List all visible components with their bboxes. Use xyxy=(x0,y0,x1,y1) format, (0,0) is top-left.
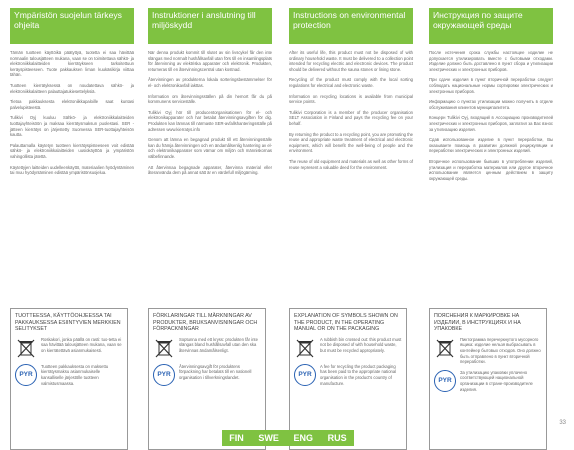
lang-eng[interactable]: ENG xyxy=(293,433,314,443)
page-number: 33 xyxy=(559,420,566,426)
heading-swe: Instruktioner i anslutning till miljöskydd xyxy=(148,8,272,44)
paragraph: Вторичное использование бывших в употреблении изделий, утилизация и переработка материалов или другое вторичное использование является ценным действием в защиту окружающей среды. xyxy=(429,158,553,181)
symbols-box-rus xyxy=(429,308,547,450)
symbol-description: Roskakori, jonka päällä on rasti: tuo-tetta ei saa hävittää talousjätteen mukana, vaan se on kierrätettävä asianmukaisesti. xyxy=(41,336,122,353)
symbol-description: Пиктограмма перечеркнутого мусорного ящика: изделие нельзя выбрасывать в контейнер бытовых отходов. Оно должно быть отправлено в пункт вторичной переработки. xyxy=(460,336,541,365)
paragraph: Information on recycling locations is available from municipal service points. xyxy=(289,93,413,105)
paragraph: Tämän tuotteen käyttöikä päätyttyä, tuotetta ei saa hävittää normaalin talousjätteen mukana, vaan se on toimitettava sähkö- ja elektroniikkalaitteiden kierrätykseen tarkoitettuun keräyspisteeseen. Tuote pakkauksen liman kuukäsikirja viittaa tähän. xyxy=(10,50,134,78)
symbol-description: За утилизацию упаковки уплачено соответствующей национальной организации в стране-производителе изделия. xyxy=(460,369,533,392)
heading-eng: Instructions on environmental protection xyxy=(289,8,413,44)
lang-rus[interactable]: RUS xyxy=(327,433,347,443)
paragraph: Tulikivi Oyj hör till producentorganisationen för el- och elektronikapparater och har betalat återvinningsavgiften för dig. Produkten kan lämnas till närmaste SER-avfallshanteringsställe på adressen www.kierratys.info xyxy=(148,109,272,132)
paragraph: Tuotteen kierrätyksessä on noudatettava sähkö- ja elektroniikkalaitteen palauttajatukiesettelyksiä. xyxy=(10,82,134,94)
column-eng xyxy=(289,8,413,175)
lang-swe[interactable]: SWE xyxy=(258,433,279,443)
symbol-description: A fee for recycling the product packaging has been paid to the appropriate national organisation in the product's country of manufacture. xyxy=(320,363,397,386)
crossed-bin-icon xyxy=(434,337,456,359)
symbols-box-fin xyxy=(10,308,128,450)
symbol-description: Soptunna med ett kryss: produkten får inte slängas bland hushållsavfall utan den ska återvinnas ändamålsenligt. xyxy=(179,336,258,353)
paragraph: Recycling of the product must comply with the local sorting regulations for electrical and electronic waste. xyxy=(289,77,413,88)
symbols-box-title: ПОЯСНЕНИЯ К МАРКИРОВКЕ НА ИЗДЕЛИИ, В ИНСТРУКЦИЯХ И НА УПАКОВКЕ xyxy=(434,313,521,333)
symbol-description: Tuotteen pakkauksesta on maksettu kierrätysmaksu asianmukaiselle kansalliselle järjestölle tuotteen valmistusmaassa. xyxy=(41,363,109,386)
crossed-bin-icon xyxy=(153,337,175,359)
paragraph: Käytettyjen laitteiden uudelleenkäyttö, materiaalien hyödyntäminen tai muu hyödyntäminen edistää ympäristönsuojelua. xyxy=(10,164,134,176)
heading-rus: Инструкция по защите окружающей среды xyxy=(429,8,553,44)
lang-fin[interactable]: FIN xyxy=(229,433,244,443)
column-rus xyxy=(429,8,553,186)
pyr-logo-icon: PYR xyxy=(153,364,175,386)
paragraph: Palauttamalla käytetyn tuotteen kierrätyspisteeseen voit edistää sähkö- ja elektroniikkalaitteiden uusiokäyttöä ja ympäristön vahingollista jätettä. xyxy=(10,142,134,159)
symbol-description: A rubbish bin crossed out: this product must not be disposed of with household waste, but must be recycled appropriately. xyxy=(320,336,402,353)
paragraph: Информацию о пунктах утилизации можно получить в отделе обслуживания клиентов муниципалитета. xyxy=(429,99,553,110)
paragraph: Genom att lämna en begagnad produkt till ett återvinningsställe kan du främja återvinningen och en ändamålsenlig hantering av el- och elektronikapparater som värnar om miljön och människornas välbefinnande. xyxy=(148,137,272,159)
symbols-box-swe xyxy=(148,308,266,450)
paragraph: Tulikivi Oyj kuuluu Sähkö- ja elektroniikkalaitteiden tuottajayhteisöön ja maksaa kierrätysmaksun puolestasi. SER -jätteen kierrätys on järjestetty Suomessa SER-tuottajayhteisön kautta. xyxy=(10,115,134,138)
pyr-logo-icon: PYR xyxy=(294,364,316,386)
column-swe xyxy=(148,8,272,181)
paragraph: При сдаче изделия в пункт вторичной переработки следует соблюдать национальные нормы сортировки электрических и электронных приборов. xyxy=(429,77,553,94)
paragraph: Att återvinnaa begagnade apparater, återvinna material eller återanvända dem på annat sätt är en värdefull miljögärning. xyxy=(148,164,272,176)
paragraph: После истечения срока службы настоящее изделие не допускается утилизировать вместе с бытовыми отходами. Изделие должно быть доставлено в пункт сбора и утилизации электрических и электронных приборов. xyxy=(429,50,553,72)
symbols-box-title: FÖRKLARINGAR TILL MÄRKNINGAR AV PRODUKTER, BRUKSANVISNINGAR OCH FÖRPACKNINGAR xyxy=(153,313,258,333)
paragraph: Сдав использованное изделие в пункт переработки, Вы оказываете помощь в развитии должной рециркуляции и переработки электрических и электронных изделий. xyxy=(429,137,553,154)
column-fin xyxy=(10,8,134,181)
symbol-description: Återvinningsavgift för produktens förpackning har betalats till en nationell organisation i tillverkningslandet. xyxy=(179,363,252,380)
crossed-bin-icon xyxy=(15,337,37,359)
crossed-bin-icon xyxy=(294,337,316,359)
paragraph: By returning the product to a recycling point, you are promoting the reuse and appropriate waste treatment of electrical and electronic equipment, which will benefit the well-being of people and the environment. xyxy=(289,131,413,154)
paragraph: After its useful life, this product must not be disposed of with ordinary household waste. It must be delivered to a collection point intended for recycling electric and electronic devices. The product should be delivered without the sauna stones or lining stone. xyxy=(289,50,413,72)
paragraph: Återvinningen av produkterna lokala sorteringsbestämmelser för el- och elektronikavfall iakttas. xyxy=(148,77,272,88)
symbols-box-title: TUOTTEESSA, KÄYTTÖOHJEESSA TAI PAKKAUKSESSA ESIINTYVIEN MERKKIEN SELITYKSET xyxy=(15,313,121,333)
paragraph: The reuse of old equipment and materials as well as other forms of reuse represent a valuable deed for the environment. xyxy=(289,158,413,170)
symbols-box-eng xyxy=(289,308,407,450)
language-bar xyxy=(222,430,354,446)
paragraph: Information om återvinningsställen på din hemort får du på kommunens serviceställe. xyxy=(148,93,272,105)
paragraph: När denna produkt kommit till slutet av sin livscykel får den inte slängas med normalt hushållsavfall utan förs till en insamlingsplats för återvinning av elektriska apparater och elektronik. Produkten, returneras till en återvinningscentral utan kostnad. xyxy=(148,50,272,72)
heading-fin: Ympäristön suojelun tärkeys ohjeita xyxy=(10,8,134,44)
symbols-box-title: EXPLANATION OF SYMBOLS SHOWN ON THE PRODUCT, IN THE OPERATING MANUAL OR ON THE PACKAGING xyxy=(294,313,398,333)
pyr-logo-icon: PYR xyxy=(434,370,456,392)
paragraph: Tulikivi Corporation is a member of the producer organisation SELT Association in Finland and pays the recycling fee on your behalf. xyxy=(289,109,413,126)
paragraph: Концерн Tulikivi Oyj, входящий в Ассоциацию производителей электрических и электронных приборов, заплатил за Вас взнос за утилизацию изделия. xyxy=(429,115,553,132)
pyr-logo-icon: PYR xyxy=(15,364,37,386)
paragraph: Tietoa pakkauksesta elektroniikkapaloille saat kuntasi palvelupisteestä. xyxy=(10,99,134,110)
